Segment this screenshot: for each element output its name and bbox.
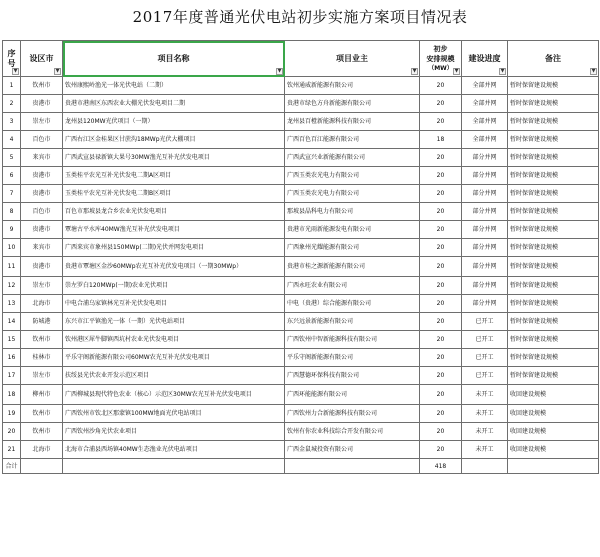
table-row <box>3 313 599 331</box>
cell-project-name[interactable]: 玉类桂平农光互补光伏发电二期A区项目 <box>63 167 285 185</box>
cell-progress[interactable]: 部分并网 <box>462 221 508 239</box>
page-title: 2017年度普通光伏电站初步实施方案项目情况表 <box>132 8 468 26</box>
cell-project-name[interactable]: 钦州康熙岭渔光一体光伏电站（二期） <box>63 77 285 95</box>
filter-dropdown-icon[interactable]: ▼ <box>591 68 596 74</box>
cell-index[interactable]: 4 <box>3 131 21 149</box>
cell-project-name[interactable]: 平乐守阁新能源有限公司60MW农光互补光伏发电项目 <box>63 349 285 367</box>
cell-progress[interactable]: 已开工 <box>462 367 508 385</box>
cell-index[interactable]: 5 <box>3 149 21 167</box>
cell-note[interactable]: 暂时保留建设规模 <box>508 131 599 149</box>
cell-scale[interactable]: 20 <box>420 149 462 167</box>
header-note[interactable] <box>508 41 599 77</box>
cell-progress[interactable]: 未开工 <box>462 441 508 459</box>
table-row <box>3 149 599 167</box>
cell-progress[interactable]: 全部并网 <box>462 113 508 131</box>
cell-owner[interactable]: 广西武宣兴业新能源有限公司 <box>285 149 420 167</box>
table-row <box>3 185 599 203</box>
header-note-label: 备注 <box>545 54 561 63</box>
header-city-label: 设区市 <box>29 54 54 63</box>
cell-index[interactable]: 16 <box>3 349 21 367</box>
cell-city[interactable]: 来宾市 <box>21 149 63 167</box>
cell-note[interactable]: 暂时保留建设规模 <box>508 313 599 331</box>
cell-city[interactable]: 北海市 <box>21 441 63 459</box>
header-scale-line1: 初步 <box>433 44 448 53</box>
cell-empty[interactable] <box>508 459 599 474</box>
cell-owner[interactable]: 广西象州光耀能源有限公司 <box>285 239 420 257</box>
cell-owner[interactable]: 广西百色百江能源有限公司 <box>285 131 420 149</box>
cell-city[interactable]: 百色市 <box>21 131 63 149</box>
table-row <box>3 385 599 405</box>
cell-scale[interactable]: 18 <box>420 131 462 149</box>
cell-project-name[interactable]: 贵港市港南区东西农业大棚光伏发电项目二期 <box>63 95 285 113</box>
cell-owner[interactable]: 中电（贵港）综合能源有限公司 <box>285 295 420 313</box>
cell-empty[interactable] <box>63 459 285 474</box>
cell-index[interactable]: 9 <box>3 221 21 239</box>
cell-total-label[interactable]: 合计 <box>3 459 21 474</box>
table-row <box>3 77 599 95</box>
header-city[interactable] <box>21 41 63 77</box>
cell-scale[interactable]: 20 <box>420 221 462 239</box>
cell-progress[interactable]: 未开工 <box>462 405 508 423</box>
cell-project-name[interactable]: 广西右江区金桂果区甘蔗沟18MWp光伏大棚项目 <box>63 131 285 149</box>
cell-note[interactable]: 暂时保留建设规模 <box>508 167 599 185</box>
cell-city[interactable]: 贵港市 <box>21 167 63 185</box>
cell-index[interactable]: 10 <box>3 239 21 257</box>
cell-index[interactable]: 12 <box>3 277 21 295</box>
cell-scale[interactable]: 20 <box>420 77 462 95</box>
cell-city[interactable]: 防城港 <box>21 313 63 331</box>
cell-empty[interactable] <box>21 459 63 474</box>
cell-note[interactable]: 暂时保留建设规模 <box>508 367 599 385</box>
cell-project-name[interactable]: 崇左罗白120MWp(一期)农业光伏项目 <box>63 277 285 295</box>
cell-progress[interactable]: 部分并网 <box>462 149 508 167</box>
table-row <box>3 405 599 423</box>
cell-city[interactable]: 贵港市 <box>21 185 63 203</box>
cell-city[interactable]: 钦州市 <box>21 405 63 423</box>
cell-scale[interactable]: 20 <box>420 185 462 203</box>
header-scale-line2: 安排规模 <box>426 54 455 63</box>
cell-note[interactable]: 暂时保留建设规模 <box>508 113 599 131</box>
cell-progress[interactable]: 未开工 <box>462 385 508 405</box>
cell-owner[interactable]: 钦州有你农业科技综合开发有限公司 <box>285 423 420 441</box>
table-row <box>3 203 599 221</box>
cell-city[interactable]: 贵港市 <box>21 95 63 113</box>
cell-scale[interactable]: 20 <box>420 95 462 113</box>
table-row <box>3 167 599 185</box>
cell-owner[interactable]: 贵港市桂之源新能源有限公司 <box>285 257 420 277</box>
header-owner[interactable] <box>285 41 420 77</box>
cell-empty[interactable] <box>285 459 420 474</box>
header-project-label: 项目名称 <box>157 54 190 63</box>
cell-owner[interactable]: 广西钦州中智新能源科技有限公司 <box>285 331 420 349</box>
table-row <box>3 95 599 113</box>
cell-note[interactable]: 暂时保留建设规模 <box>508 295 599 313</box>
cell-city[interactable]: 贵港市 <box>21 257 63 277</box>
cell-project-name[interactable]: 中电合浦乌家镇林光互补光伏发电项目 <box>63 295 285 313</box>
cell-scale[interactable]: 20 <box>420 295 462 313</box>
cell-owner[interactable]: 广西玉类农光电力有限公司 <box>285 185 420 203</box>
cell-scale[interactable]: 20 <box>420 203 462 221</box>
cell-city[interactable]: 贵港市 <box>21 221 63 239</box>
cell-progress[interactable]: 已开工 <box>462 331 508 349</box>
cell-note[interactable]: 暂时保留建设规模 <box>508 349 599 367</box>
cell-note[interactable]: 暂时保留建设规模 <box>508 95 599 113</box>
cell-note[interactable]: 暂时保留建设规模 <box>508 239 599 257</box>
cell-note[interactable]: 暂时保留建设规模 <box>508 203 599 221</box>
cell-index[interactable]: 15 <box>3 331 21 349</box>
cell-index[interactable]: 20 <box>3 423 21 441</box>
cell-owner[interactable]: 东兴远景新能源有限公司 <box>285 313 420 331</box>
table-row <box>3 113 599 131</box>
cell-note[interactable]: 暂时保留建设规模 <box>508 149 599 167</box>
cell-project-name[interactable]: 广西钦州市钦北区那蒙镇100MW地面光伏电站项目 <box>63 405 285 423</box>
cell-progress[interactable]: 部分并网 <box>462 185 508 203</box>
cell-scale[interactable]: 20 <box>420 367 462 385</box>
cell-owner[interactable]: 广西环能能源有限公司 <box>285 385 420 405</box>
cell-progress[interactable]: 部分并网 <box>462 277 508 295</box>
cell-project-name[interactable]: 广西来宾市象州县150MWp(二期)光伏并网发电项目 <box>63 239 285 257</box>
cell-index[interactable]: 14 <box>3 313 21 331</box>
cell-note[interactable]: 暂时保留建设规模 <box>508 77 599 95</box>
table-row <box>3 295 599 313</box>
cell-project-name[interactable]: 北海市合浦县西场镇40MW生态渔业光伏电站项目 <box>63 441 285 459</box>
cell-city[interactable]: 钦州市 <box>21 423 63 441</box>
header-index-label: 序号 <box>7 48 16 68</box>
header-project[interactable] <box>63 41 285 77</box>
header-progress[interactable] <box>462 41 508 77</box>
table-row <box>3 423 599 441</box>
cell-project-name[interactable]: 广西武宣县禄新镇大果号30MW渔光互补光伏发电项目 <box>63 149 285 167</box>
cell-project-name[interactable]: 百色市那坡县龙合乡农业光伏发电项目 <box>63 203 285 221</box>
cell-progress[interactable]: 部分并网 <box>462 203 508 221</box>
cell-empty[interactable] <box>462 459 508 474</box>
cell-progress[interactable]: 部分并网 <box>462 257 508 277</box>
cell-progress[interactable]: 部分并网 <box>462 167 508 185</box>
table-row <box>3 239 599 257</box>
cell-owner[interactable]: 广西慧德环保科技有限公司 <box>285 367 420 385</box>
cell-project-name[interactable]: 扶绥县光伏农业开发示范区项目 <box>63 367 285 385</box>
cell-index[interactable]: 17 <box>3 367 21 385</box>
cell-scale[interactable]: 20 <box>420 385 462 405</box>
header-owner-label: 项目业主 <box>336 54 368 63</box>
table-row <box>3 131 599 149</box>
filter-dropdown-icon[interactable]: ▼ <box>500 68 505 74</box>
cell-index[interactable]: 8 <box>3 203 21 221</box>
cell-progress[interactable]: 已开工 <box>462 313 508 331</box>
table-row <box>3 277 599 295</box>
cell-note[interactable]: 暂时保留建设规模 <box>508 221 599 239</box>
cell-city[interactable]: 桂林市 <box>21 349 63 367</box>
cell-note[interactable]: 收回建设规模 <box>508 405 599 423</box>
cell-scale[interactable]: 20 <box>420 113 462 131</box>
cell-scale[interactable]: 20 <box>420 277 462 295</box>
cell-owner[interactable]: 广西金鼠城投资有限公司 <box>285 441 420 459</box>
table-row <box>3 257 599 277</box>
cell-progress[interactable]: 未开工 <box>462 423 508 441</box>
table-row <box>3 221 599 239</box>
cell-scale[interactable]: 20 <box>420 313 462 331</box>
cell-city[interactable]: 崇左市 <box>21 113 63 131</box>
cell-project-name[interactable]: 龙州县120MW光伏项目（一期） <box>63 113 285 131</box>
cell-owner[interactable]: 钦州通威新能源有限公司 <box>285 77 420 95</box>
cell-index[interactable]: 13 <box>3 295 21 313</box>
cell-owner[interactable]: 广西永旺农业有限公司 <box>285 277 420 295</box>
cell-project-name[interactable]: 广西钦州沙角光伏农业项目 <box>63 423 285 441</box>
cell-index[interactable]: 19 <box>3 405 21 423</box>
cell-scale[interactable]: 20 <box>420 239 462 257</box>
cell-city[interactable]: 钦州市 <box>21 331 63 349</box>
filter-dropdown-icon[interactable]: ▼ <box>412 68 417 74</box>
cell-city[interactable]: 来宾市 <box>21 239 63 257</box>
header-row <box>3 41 599 77</box>
cell-project-name[interactable]: 覃塘古平水库40MW渔光互补光伏发电项目 <box>63 221 285 239</box>
cell-project-name[interactable]: 玉类桂平农光互补光伏发电二期B区项目 <box>63 185 285 203</box>
cell-owner[interactable]: 广西钦州力合新能源科技有限公司 <box>285 405 420 423</box>
cell-city[interactable]: 崇左市 <box>21 367 63 385</box>
cell-owner[interactable]: 贵港市光雨新能源发电有限公司 <box>285 221 420 239</box>
table-row <box>3 441 599 459</box>
cell-index[interactable]: 21 <box>3 441 21 459</box>
cell-owner[interactable]: 平乐守阁新能源有限公司 <box>285 349 420 367</box>
cell-project-name[interactable]: 钦州港区犀牛脚镇西坑村农业光伏发电项目 <box>63 331 285 349</box>
cell-scale[interactable]: 20 <box>420 167 462 185</box>
cell-total-scale[interactable]: 418 <box>420 459 462 474</box>
cell-index[interactable]: 11 <box>3 257 21 277</box>
cell-progress[interactable]: 部分并网 <box>462 295 508 313</box>
cell-progress[interactable]: 全部并网 <box>462 95 508 113</box>
cell-index[interactable]: 7 <box>3 185 21 203</box>
cell-owner[interactable]: 龙州县百橙新能源科技有限公司 <box>285 113 420 131</box>
cell-project-name[interactable]: 东兴市江平镇渔光一体（一期）光伏电站项目 <box>63 313 285 331</box>
cell-index[interactable]: 3 <box>3 113 21 131</box>
cell-city[interactable]: 百色市 <box>21 203 63 221</box>
cell-owner[interactable]: 广西玉类农光电力有限公司 <box>285 167 420 185</box>
header-progress-label: 建设进度 <box>468 54 501 63</box>
cell-note[interactable]: 暂时保留建设规模 <box>508 277 599 295</box>
project-table <box>2 40 599 474</box>
cell-scale[interactable]: 20 <box>420 405 462 423</box>
cell-index[interactable]: 2 <box>3 95 21 113</box>
total-row <box>3 459 599 474</box>
cell-owner[interactable]: 贵港市绿色方舟新能源有限公司 <box>285 95 420 113</box>
cell-scale[interactable]: 20 <box>420 349 462 367</box>
cell-scale[interactable]: 20 <box>420 423 462 441</box>
filter-dropdown-icon[interactable]: ▼ <box>13 68 18 74</box>
cell-scale[interactable]: 20 <box>420 257 462 277</box>
header-index[interactable] <box>3 41 21 77</box>
cell-index[interactable]: 6 <box>3 167 21 185</box>
filter-dropdown-icon[interactable]: ▼ <box>454 68 459 74</box>
cell-note[interactable]: 收回建设规模 <box>508 441 599 459</box>
header-scale[interactable] <box>420 41 462 77</box>
cell-scale[interactable]: 20 <box>420 441 462 459</box>
cell-note[interactable]: 收回建设规模 <box>508 423 599 441</box>
table-row <box>3 367 599 385</box>
cell-project-name[interactable]: 贵港市覃塘区金沙60MWp农光互补光伏发电项目（一期30MWp） <box>63 257 285 277</box>
cell-note[interactable]: 暂时保留建设规模 <box>508 185 599 203</box>
header-scale-unit: （MW） <box>428 64 453 72</box>
cell-owner[interactable]: 那坡县晶科电力有限公司 <box>285 203 420 221</box>
cell-index[interactable]: 18 <box>3 385 21 405</box>
filter-dropdown-icon[interactable]: ▼ <box>55 68 60 74</box>
table-row <box>3 331 599 349</box>
cell-note[interactable]: 收回建设规模 <box>508 385 599 405</box>
cell-note[interactable]: 暂时保留建设规模 <box>508 331 599 349</box>
cell-scale[interactable]: 20 <box>420 331 462 349</box>
filter-dropdown-icon[interactable]: ▼ <box>277 68 282 74</box>
cell-progress[interactable]: 已开工 <box>462 349 508 367</box>
cell-progress[interactable]: 全部并网 <box>462 131 508 149</box>
cell-index[interactable]: 1 <box>3 77 21 95</box>
cell-city[interactable]: 钦州市 <box>21 77 63 95</box>
cell-city[interactable]: 柳州市 <box>21 385 63 405</box>
cell-progress[interactable]: 全部并网 <box>462 77 508 95</box>
cell-note[interactable]: 暂时保留建设规模 <box>508 257 599 277</box>
cell-city[interactable]: 崇左市 <box>21 277 63 295</box>
cell-project-name[interactable]: 广西柳城县现代特色农业（核心）示范区30MW农光互补光伏发电项目 <box>63 385 285 405</box>
cell-progress[interactable]: 部分并网 <box>462 239 508 257</box>
cell-city[interactable]: 北海市 <box>21 295 63 313</box>
table-row <box>3 349 599 367</box>
